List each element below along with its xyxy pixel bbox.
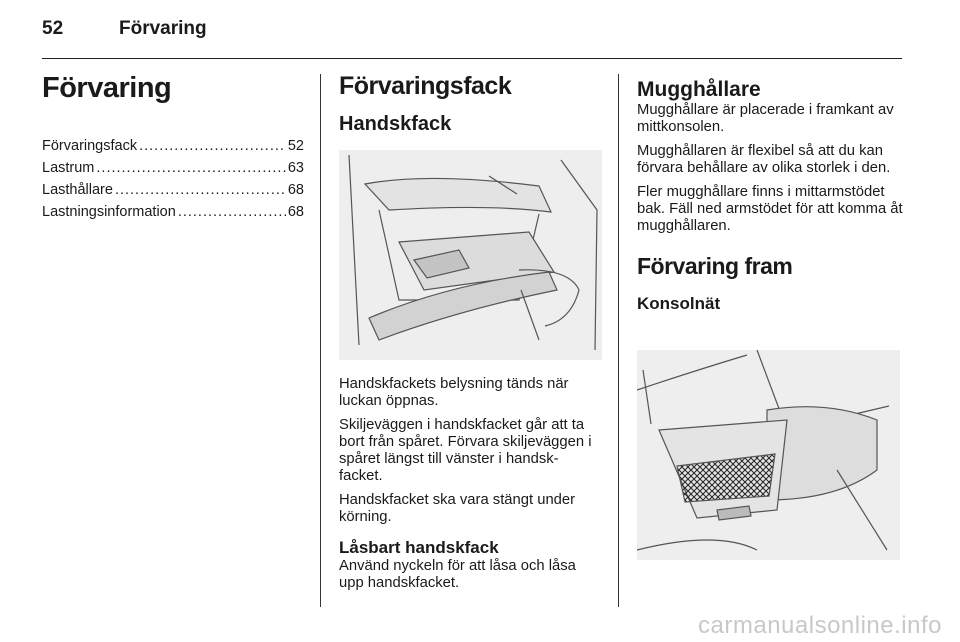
running-title: Förvaring <box>119 18 207 39</box>
cupholder-column <box>637 78 903 314</box>
paragraph: Använd nyckeln för att låsa och låsa upp handskfacket. <box>339 558 576 591</box>
toc-leader <box>178 201 286 223</box>
chapter-title: Förvaring <box>42 72 172 104</box>
paragraph: Mugghållaren är flexibel så att du kan förvara behållare av olika storlek i den. <box>637 143 891 176</box>
toc-page: 52 <box>287 138 304 154</box>
console-net-drawing <box>637 350 900 560</box>
paragraph: Handskfacket ska vara stängt under körning. <box>339 492 576 525</box>
glovebox-illustration <box>339 150 602 360</box>
toc-entry[interactable] <box>42 179 304 201</box>
toc-label: Lasthållare <box>42 182 113 198</box>
console-net-illustration <box>637 350 900 560</box>
subsection-title: Konsolnät <box>637 294 721 313</box>
toc-entry[interactable] <box>42 201 304 223</box>
toc-leader <box>115 179 286 201</box>
watermark: carmanualsonline.info <box>698 612 942 639</box>
column-divider-2 <box>618 74 619 607</box>
toc-leader <box>96 157 285 179</box>
section-title: Förvaringsfack <box>339 72 512 100</box>
toc-entry[interactable] <box>42 135 304 157</box>
paragraph: Fler mugghållare finns i mittarmstödet bak. Fäll ned armstödet för att komma åt mugghållaren. <box>637 184 903 234</box>
toc-page: 63 <box>287 160 304 176</box>
paragraph: Skiljeväggen i handskfacket går att ta bort från spåret. Förvara skiljeväggen i spåret längst till vänster i handsk-facket. <box>339 417 592 484</box>
page-number: 52 <box>42 18 64 39</box>
section-title: Förvaring fram <box>637 253 793 279</box>
toc-entry[interactable] <box>42 157 304 179</box>
toc-label: Förvaringsfack <box>42 138 138 154</box>
glovebox-drawing <box>339 150 602 360</box>
toc-page: 68 <box>287 182 304 198</box>
column-divider-1 <box>320 74 321 607</box>
toc-label: Lastningsinformation <box>42 204 176 220</box>
glovebox-column <box>339 72 602 136</box>
glovebox-text <box>339 376 602 599</box>
subsection-title: Låsbart handskfack <box>339 538 499 557</box>
paragraph: Mugghållare är placerade i framkant av mittkonsolen. <box>637 102 894 135</box>
toc-label: Lastrum <box>42 160 95 176</box>
toc-column <box>42 72 304 223</box>
section-title: Mugghållare <box>637 78 761 101</box>
header-rule <box>42 58 902 59</box>
toc-list <box>42 135 304 223</box>
toc-page: 68 <box>287 204 304 220</box>
section-subtitle: Handskfack <box>339 113 452 135</box>
paragraph: Handskfackets belysning tänds när luckan öppnas. <box>339 376 569 409</box>
toc-leader <box>139 135 286 157</box>
